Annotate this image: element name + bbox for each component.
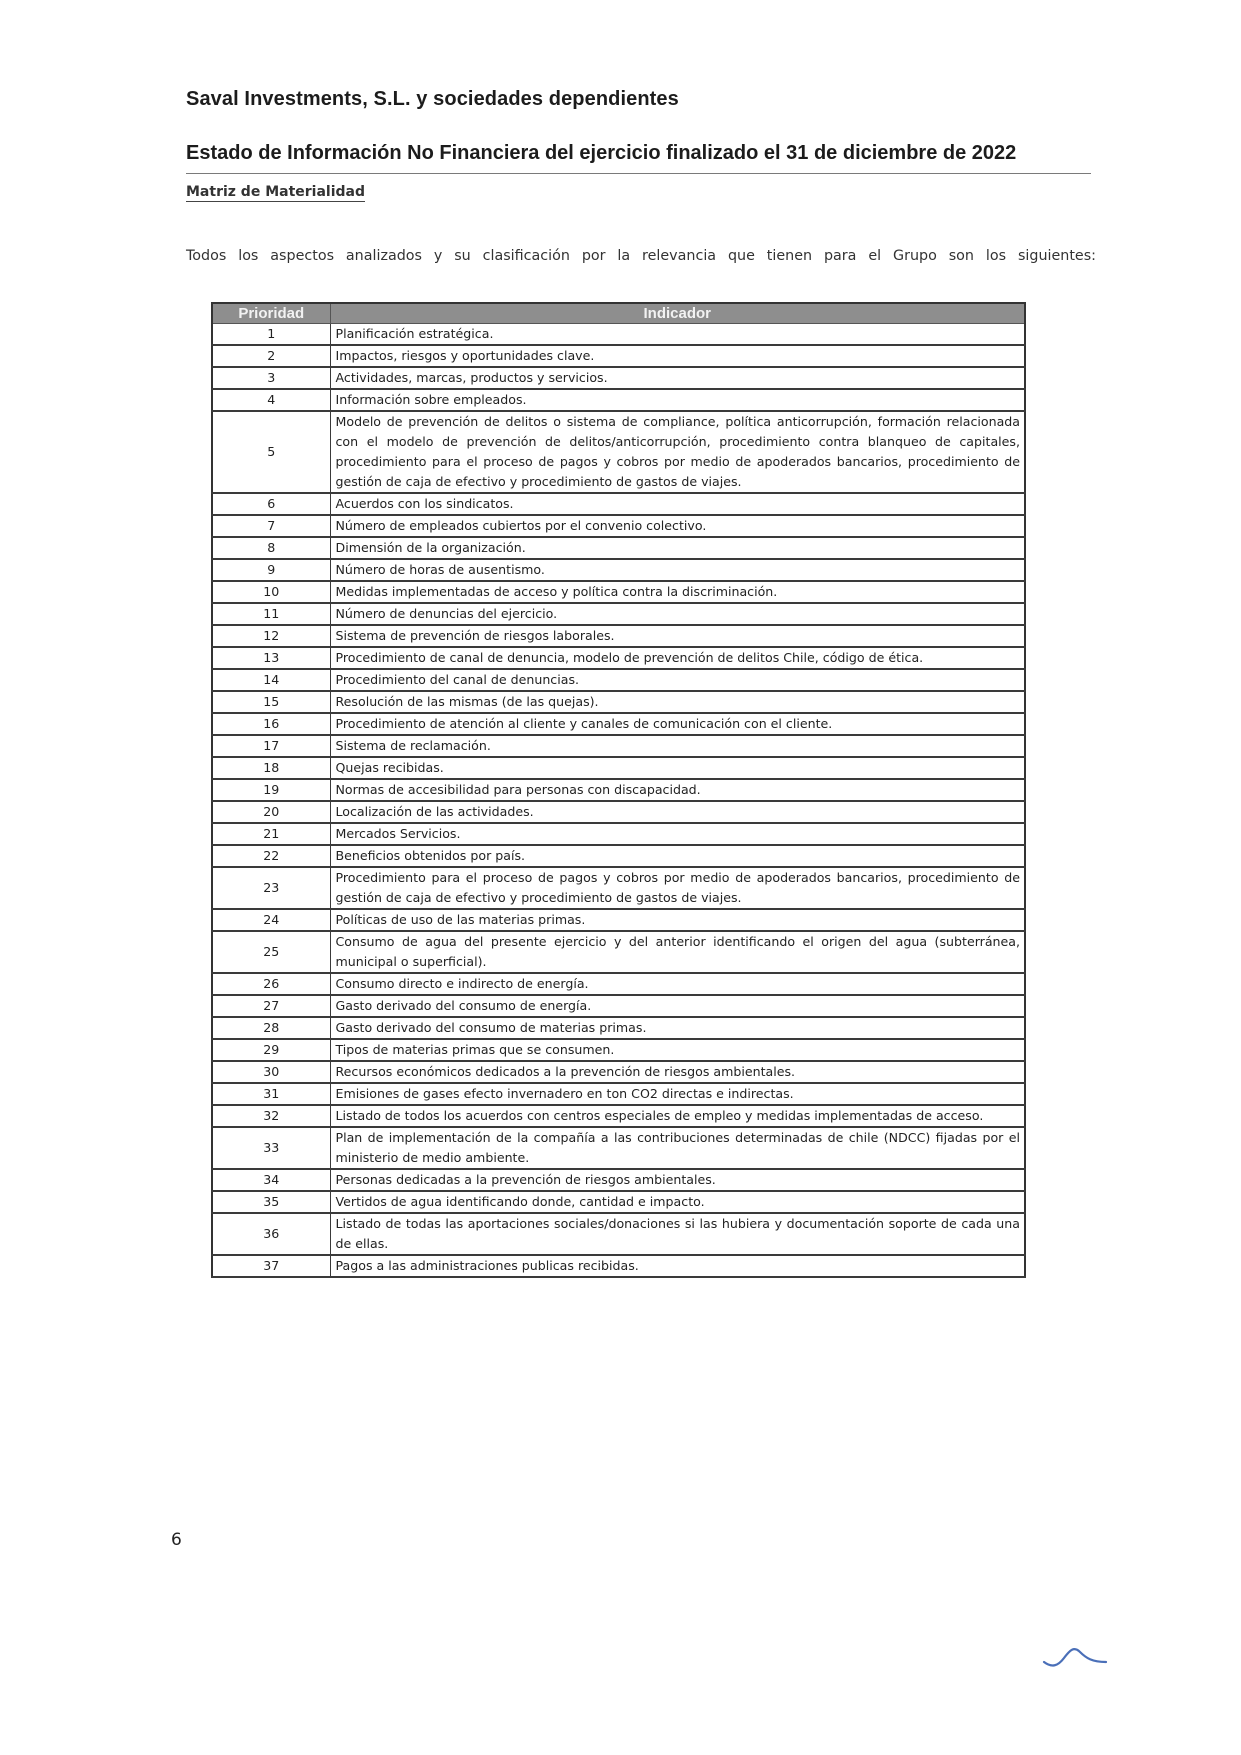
- indicator-cell: Beneficios obtenidos por país.: [330, 845, 1025, 867]
- table-row: [212, 735, 1025, 757]
- table-row: [212, 1105, 1025, 1127]
- table-row: [212, 625, 1025, 647]
- priority-cell: 6: [212, 493, 330, 515]
- priority-cell: 36: [212, 1213, 330, 1255]
- table-row: [212, 1017, 1025, 1039]
- indicator-cell: Actividades, marcas, productos y servicios.: [330, 367, 1025, 389]
- table-row: [212, 973, 1025, 995]
- priority-cell: 1: [212, 324, 330, 346]
- indicator-cell: Número de empleados cubiertos por el convenio colectivo.: [330, 515, 1025, 537]
- table-row: [212, 757, 1025, 779]
- indicator-cell: Sistema de reclamación.: [330, 735, 1025, 757]
- materiality-table: [211, 302, 1026, 1278]
- priority-cell: 18: [212, 757, 330, 779]
- indicator-cell: Gasto derivado del consumo de energía.: [330, 995, 1025, 1017]
- table-row: [212, 493, 1025, 515]
- table-row: [212, 867, 1025, 909]
- table-row: [212, 1213, 1025, 1255]
- indicator-cell: Personas dedicadas a la prevención de riesgos ambientales.: [330, 1169, 1025, 1191]
- indicator-cell: Procedimiento para el proceso de pagos y cobros por medio de apoderados bancarios, procedimiento de gestión de caja de efectivo y procedimiento de gastos de viajes.: [330, 867, 1025, 909]
- table-row: [212, 823, 1025, 845]
- table-row: [212, 669, 1025, 691]
- priority-cell: 8: [212, 537, 330, 559]
- indicator-cell: Número de denuncias del ejercicio.: [330, 603, 1025, 625]
- priority-cell: 37: [212, 1255, 330, 1277]
- indicator-cell: Emisiones de gases efecto invernadero en ton CO2 directas e indirectas.: [330, 1083, 1025, 1105]
- priority-cell: 31: [212, 1083, 330, 1105]
- indicator-cell: Medidas implementadas de acceso y política contra la discriminación.: [330, 581, 1025, 603]
- table-row: [212, 581, 1025, 603]
- indicator-cell: Resolución de las mismas (de las quejas).: [330, 691, 1025, 713]
- table-row: [212, 1255, 1025, 1277]
- table-row: [212, 324, 1025, 346]
- indicator-cell: Sistema de prevención de riesgos laborales.: [330, 625, 1025, 647]
- table-row: [212, 1127, 1025, 1169]
- indicator-cell: Plan de implementación de la compañía a las contribuciones determinadas de chile (NDCC) fijadas por el ministerio de medio ambiente.: [330, 1127, 1025, 1169]
- priority-cell: 10: [212, 581, 330, 603]
- indicator-cell: Procedimiento de canal de denuncia, modelo de prevención de delitos Chile, código de ética.: [330, 647, 1025, 669]
- company-name: Saval Investments, S.L. y sociedades dependientes: [186, 88, 679, 110]
- section-title: Matriz de Materialidad: [186, 184, 365, 200]
- priority-cell: 29: [212, 1039, 330, 1061]
- table-row: [212, 411, 1025, 493]
- indicator-cell: Consumo directo e indirecto de energía.: [330, 973, 1025, 995]
- priority-cell: 4: [212, 389, 330, 411]
- priority-cell: 27: [212, 995, 330, 1017]
- indicator-cell: Vertidos de agua identificando donde, cantidad e impacto.: [330, 1191, 1025, 1213]
- indicator-cell: Políticas de uso de las materias primas.: [330, 909, 1025, 931]
- table-row: [212, 537, 1025, 559]
- priority-cell: 5: [212, 411, 330, 493]
- report-title: Estado de Información No Financiera del ejercicio finalizado el 31 de diciembre de 2022: [186, 142, 1017, 164]
- table-row: [212, 559, 1025, 581]
- priority-cell: 3: [212, 367, 330, 389]
- table-row: [212, 647, 1025, 669]
- table-row: [212, 995, 1025, 1017]
- table-row: [212, 1061, 1025, 1083]
- priority-cell: 24: [212, 909, 330, 931]
- indicator-cell: Localización de las actividades.: [330, 801, 1025, 823]
- priority-cell: 11: [212, 603, 330, 625]
- indicator-cell: Tipos de materias primas que se consumen.: [330, 1039, 1025, 1061]
- priority-cell: 17: [212, 735, 330, 757]
- indicator-cell: Número de horas de ausentismo.: [330, 559, 1025, 581]
- priority-cell: 22: [212, 845, 330, 867]
- indicator-cell: Modelo de prevención de delitos o sistema de compliance, política anticorrupción, formación relacionada con el modelo de prevención de delitos/anticorrupción, procedimiento contra blanqueo de capitales, procedimiento para el proceso de pagos y cobros por medio de apoderados bancarios, procedimiento de gestión de caja de efectivo y procedimiento de gastos de viajes.: [330, 411, 1025, 493]
- indicator-cell: Procedimiento de atención al cliente y canales de comunicación con el cliente.: [330, 713, 1025, 735]
- priority-cell: 23: [212, 867, 330, 909]
- priority-cell: 34: [212, 1169, 330, 1191]
- table-body: [212, 324, 1025, 1278]
- table-row: [212, 1039, 1025, 1061]
- table-row: [212, 801, 1025, 823]
- priority-cell: 14: [212, 669, 330, 691]
- priority-cell: 9: [212, 559, 330, 581]
- indicator-cell: Recursos económicos dedicados a la prevención de riesgos ambientales.: [330, 1061, 1025, 1083]
- priority-cell: 21: [212, 823, 330, 845]
- indicator-cell: Gasto derivado del consumo de materias primas.: [330, 1017, 1025, 1039]
- indicator-cell: Impactos, riesgos y oportunidades clave.: [330, 345, 1025, 367]
- priority-cell: 15: [212, 691, 330, 713]
- indicator-header: Indicador: [330, 303, 1025, 324]
- priority-cell: 7: [212, 515, 330, 537]
- table-row: [212, 931, 1025, 973]
- table-row: [212, 515, 1025, 537]
- indicator-cell: Quejas recibidas.: [330, 757, 1025, 779]
- priority-cell: 2: [212, 345, 330, 367]
- table-row: [212, 1083, 1025, 1105]
- table-header-row: [212, 303, 1025, 324]
- priority-cell: 13: [212, 647, 330, 669]
- priority-cell: 33: [212, 1127, 330, 1169]
- table-row: [212, 909, 1025, 931]
- signature-mark: [1040, 1632, 1120, 1672]
- indicator-cell: Procedimiento del canal de denuncias.: [330, 669, 1025, 691]
- table-row: [212, 367, 1025, 389]
- priority-header: Prioridad: [212, 303, 330, 324]
- indicator-cell: Listado de todos los acuerdos con centros especiales de empleo y medidas implementadas de acceso.: [330, 1105, 1025, 1127]
- table-row: [212, 691, 1025, 713]
- table-row: [212, 845, 1025, 867]
- priority-cell: 30: [212, 1061, 330, 1083]
- priority-cell: 28: [212, 1017, 330, 1039]
- table-row: [212, 345, 1025, 367]
- priority-cell: 26: [212, 973, 330, 995]
- indicator-cell: Acuerdos con los sindicatos.: [330, 493, 1025, 515]
- table-row: [212, 779, 1025, 801]
- indicator-cell: Listado de todas las aportaciones sociales/donaciones si las hubiera y documentación soporte de cada una de ellas.: [330, 1213, 1025, 1255]
- priority-cell: 19: [212, 779, 330, 801]
- title-divider: [186, 173, 1091, 174]
- indicator-cell: Mercados Servicios.: [330, 823, 1025, 845]
- indicator-cell: Consumo de agua del presente ejercicio y del anterior identificando el origen del agua (subterránea, municipal o superficial).: [330, 931, 1025, 973]
- priority-cell: 25: [212, 931, 330, 973]
- indicator-cell: Información sobre empleados.: [330, 389, 1025, 411]
- indicator-cell: Normas de accesibilidad para personas con discapacidad.: [330, 779, 1025, 801]
- table-row: [212, 603, 1025, 625]
- priority-cell: 32: [212, 1105, 330, 1127]
- table-row: [212, 713, 1025, 735]
- priority-cell: 20: [212, 801, 330, 823]
- indicator-cell: Pagos a las administraciones publicas recibidas.: [330, 1255, 1025, 1277]
- priority-cell: 12: [212, 625, 330, 647]
- priority-cell: 16: [212, 713, 330, 735]
- page-number: 6: [171, 1530, 182, 1550]
- intro-paragraph: Todos los aspectos analizados y su clasificación por la relevancia que tienen para el Grupo son los siguientes:: [186, 248, 1096, 264]
- table-row: [212, 1169, 1025, 1191]
- table-row: [212, 389, 1025, 411]
- priority-cell: 35: [212, 1191, 330, 1213]
- indicator-cell: Planificación estratégica.: [330, 324, 1025, 346]
- table-row: [212, 1191, 1025, 1213]
- indicator-cell: Dimensión de la organización.: [330, 537, 1025, 559]
